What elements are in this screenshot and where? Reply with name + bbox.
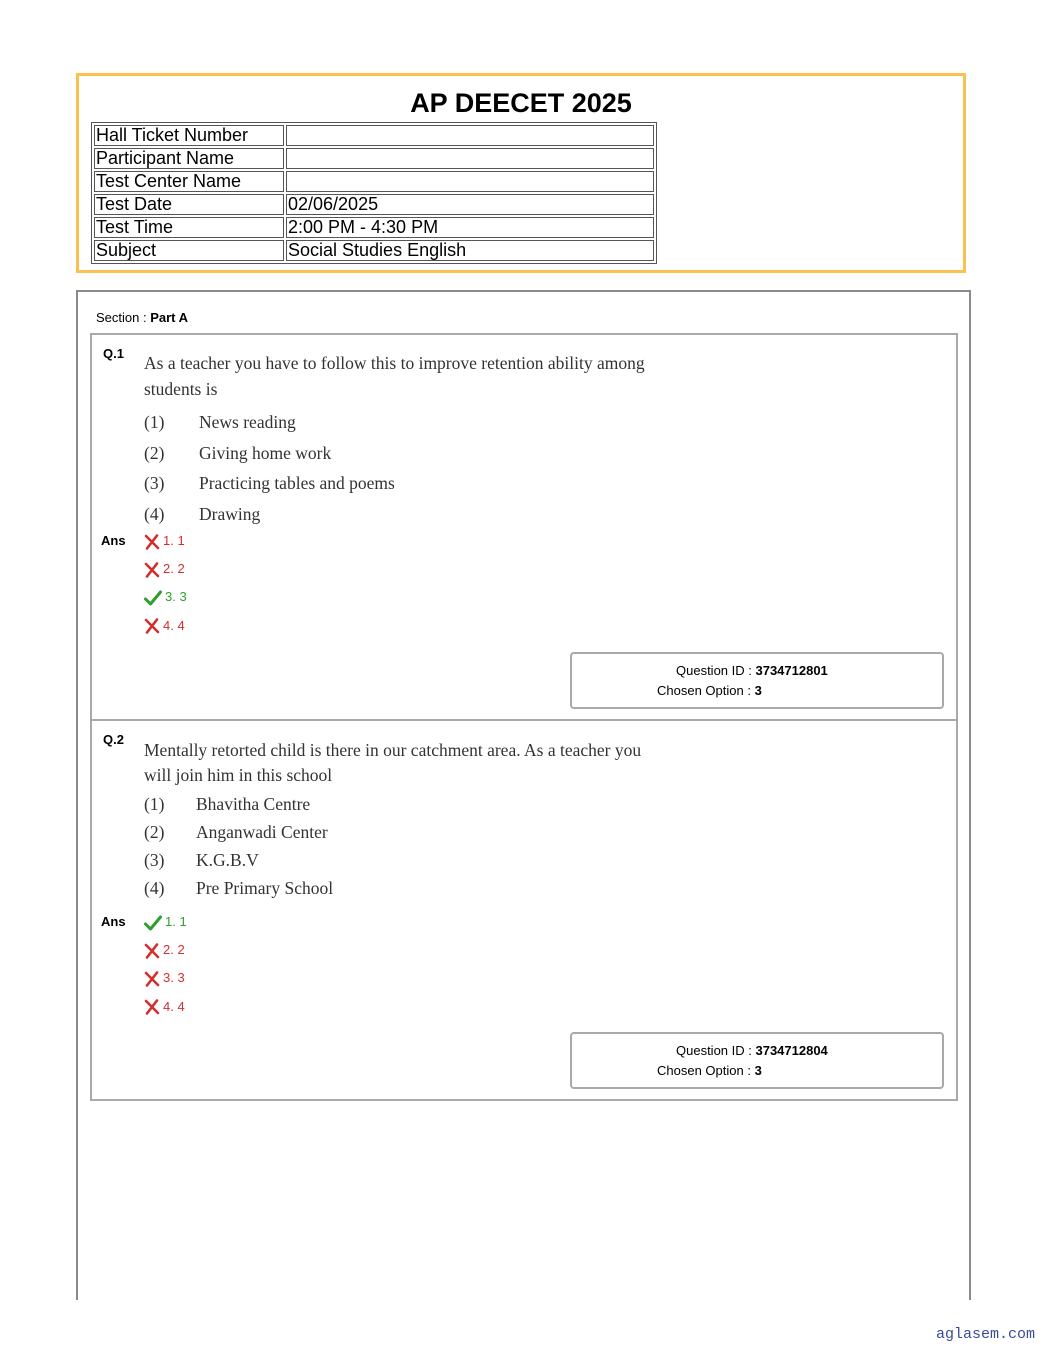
watermark: aglasem.com [935,1326,1035,1343]
section-heading [96,310,188,325]
chosen-option-label: Chosen Option : [657,683,755,698]
info-value: 02/06/2025 [286,194,654,215]
candidate-header [76,73,966,273]
answer-item [144,555,187,583]
answer-item [144,993,187,1021]
option-item [144,468,395,499]
option-list [144,407,395,529]
info-value [286,148,654,169]
option-number: (3) [144,850,165,870]
option-text: Drawing [199,503,261,524]
question-meta-box [570,1032,944,1089]
ans-label: Ans [101,914,126,929]
answer-item [144,908,187,936]
option-number: (3) [144,473,165,493]
section-prefix: Section : [96,310,151,325]
question-text: Mentally retorted child is there in our catchment area. As a teacher you will join him in this school [144,740,642,785]
option-text: K.G.B.V [196,850,259,870]
option-item [144,438,395,469]
question-meta-box [570,652,944,709]
chosen-option-value: 3 [754,683,762,698]
info-label: Test Center Name [94,171,284,192]
info-value: 2:00 PM - 4:30 PM [286,217,654,238]
response-sheet [76,290,971,1300]
info-row-test-time [94,217,654,238]
answer-key-list [144,527,187,640]
chosen-option-label: Chosen Option : [657,1063,755,1078]
info-row-subject [94,240,654,261]
question-text: As a teacher you have to follow this to improve retention ability among students is [144,353,645,399]
section-name: Part A [150,310,189,325]
check-icon [144,590,165,606]
exam-title: AP DEECET 2025 [410,88,632,118]
answer-item [144,527,187,555]
option-text: Anganwadi Center [196,822,328,842]
option-item [144,818,333,846]
question-number: Q.2 [103,732,124,747]
ans-label: Ans [101,533,126,548]
answer-label: 1. 1 [165,914,187,929]
option-text: Pre Primary School [196,878,334,898]
option-list [144,790,333,902]
answer-item [144,583,187,611]
question-id-label: Question ID : [676,1043,756,1058]
cross-icon [144,971,163,987]
answer-label: 4. 4 [163,617,185,633]
info-label: Subject [94,240,284,261]
info-label: Test Time [94,217,284,238]
cross-icon [144,999,163,1015]
option-number: (4) [144,878,165,898]
info-value [286,125,654,146]
answer-label: 4. 4 [163,998,185,1014]
answer-label: 1. 1 [163,533,185,548]
info-label: Participant Name [94,148,284,169]
cross-icon [144,562,163,578]
question-id-value: 3734712804 [755,1043,828,1058]
option-number: (2) [144,442,165,463]
question-id [676,663,828,678]
question-id [676,1043,828,1058]
info-value [286,171,654,192]
answer-label: 2. 2 [163,561,185,577]
chosen-option [657,683,762,698]
question-card-1 [90,333,958,721]
answer-item [144,964,187,992]
answer-item [144,612,187,640]
option-text: Bhavitha Centre [196,794,311,814]
option-item [144,874,333,902]
cross-icon [144,943,163,959]
info-row-hall-ticket [94,125,654,146]
answer-item [144,936,187,964]
info-row-participant [94,148,654,169]
option-text: News reading [199,412,296,432]
option-item [144,846,333,874]
option-item [144,790,333,818]
question-number: Q.1 [103,346,124,361]
check-icon [144,915,165,931]
chosen-option [657,1063,762,1078]
question-card-2 [90,719,958,1101]
answer-key-list [144,908,187,1021]
info-row-test-center [94,171,654,192]
candidate-info-table [91,122,657,264]
chosen-option-value: 3 [754,1063,762,1078]
option-item [144,407,395,438]
answer-label: 3. 3 [163,970,185,986]
info-value: Social Studies English [286,240,654,261]
answer-label: 2. 2 [163,942,185,958]
option-number: (1) [144,794,165,814]
option-item [144,499,395,530]
question-id-value: 3734712801 [755,663,828,678]
option-number: (2) [144,822,165,842]
cross-icon [144,618,163,634]
option-text: Giving home work [199,442,332,463]
option-number: (1) [144,412,165,432]
option-number: (4) [144,503,165,524]
cross-icon [144,534,163,550]
answer-label: 3. 3 [165,589,187,605]
question-id-label: Question ID : [676,663,756,678]
info-label: Hall Ticket Number [94,125,284,146]
option-text: Practicing tables and poems [199,473,395,493]
info-label: Test Date [94,194,284,215]
info-row-test-date [94,194,654,215]
